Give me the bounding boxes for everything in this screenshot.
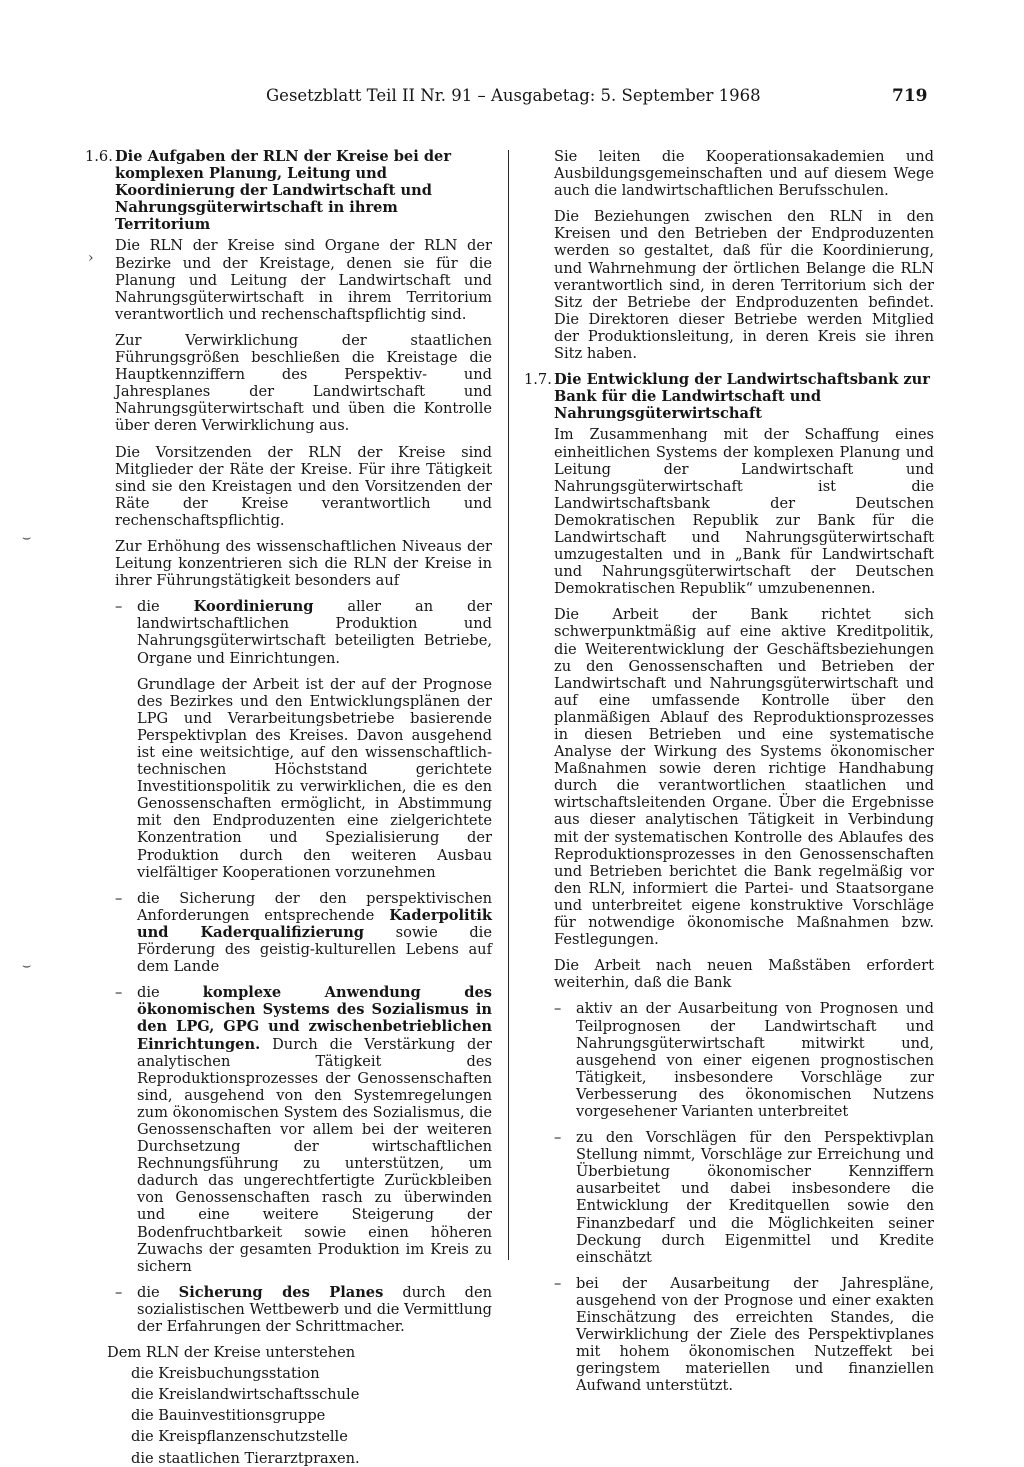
section-title: Die Entwicklung der Landwirtschaftsbank zur Bank für die Landwirtschaft und Nahrungsgüterwirtschaft bbox=[554, 371, 930, 423]
section-heading bbox=[524, 371, 934, 422]
column-divider bbox=[508, 150, 509, 1260]
bullet-subparagraph: Grundlage der Arbeit ist der auf der Prognose des Bezirkes und den Entwicklungsplänen der LPG und Verarbeitungsbetriebe basierende Perspektivplan des Kreises. Davon ausgehend ist eine weitsichtige, auf den wissenschaftlich-technischen Höchststand gerichtete Investitionspolitik zu verwirklichen, die es den Genossenschaften ermöglicht, in Abstimmung mit den Endproduzenten eine zielgerichtete Konzentration und Spezialisierung der Produktion durch den weiteren Ausbau vielfältiger Kooperationen vorzunehmen bbox=[137, 675, 492, 881]
bullet-text: zu den Vorschlägen für den Perspektivplan Stellung nimmt, Vorschläge zur Erreichung und Überbietung ökonomischer Kennziffern ausarbeitet und dabei insbesondere die Entwicklung der Kreditquellen sowie den Finanzbedarf und die Möglichkeiten seiner Deckung durch Eigenmittel und Kredite einschätzt bbox=[576, 1129, 934, 1266]
bullet-item bbox=[85, 1284, 492, 1335]
right-column bbox=[524, 148, 934, 1394]
bold-phrase: komplexe Anwendung des ökonomischen Systems des Sozialismus in den LPG, GPG und zwischenbetrieblichen Einrichtungen. bbox=[137, 984, 492, 1053]
section-heading bbox=[85, 148, 492, 233]
margin-mark: › bbox=[88, 250, 94, 266]
bullet-item bbox=[85, 890, 492, 975]
paragraph: Die Beziehungen zwischen den RLN in den Kreisen und den Betrieben der Endproduzenten werden so gestaltet, daß für die Koordinierung, und Wahrnehmung der örtlichen Belange die RLN verantwortlich sind, in deren Territorium sich der Sitz der Betriebe der Endproduzenten befindet. Die Direktoren dieser Betriebe werden Mitglied der Produktionsleitung, in deren Kreis sie ihren Sitz haben. bbox=[554, 208, 934, 363]
page-number: 719 bbox=[892, 86, 928, 106]
bullet-item bbox=[524, 1129, 934, 1266]
page-header-title: Gesetzblatt Teil II Nr. 91 – Ausgabetag: 5. September 1968 bbox=[266, 86, 761, 105]
dash-marker: – bbox=[115, 598, 123, 616]
bullet-text: aktiv an der Ausarbeitung von Prognosen und Teilprognosen der Landwirtschaft und Nahrungsgüterwirtschaft mitwirkt und, ausgehend von einer eigenen prognostischen Tätigkeit, insbesondere Vorschläge zur Verbesserung des ökonomischen Nutzens vorgesehener Varianten unterbreitet bbox=[576, 1000, 934, 1120]
margin-mark: ⌣ bbox=[22, 958, 32, 974]
bold-phrase: Sicherung des Planes bbox=[178, 1283, 384, 1301]
left-column bbox=[85, 148, 492, 1467]
list-item: die Kreisbuchungsstation bbox=[131, 1365, 320, 1383]
dash-marker: – bbox=[554, 1000, 562, 1018]
bold-phrase: Koordinierung bbox=[193, 598, 314, 616]
bullet-item bbox=[85, 984, 492, 1275]
section-number: 1.6. bbox=[85, 148, 113, 165]
paragraph: Die Arbeit nach neuen Maßstäben erfordert weiterhin, daß die Bank bbox=[554, 957, 934, 992]
list-item: die Bauinvestitionsgruppe bbox=[131, 1407, 326, 1425]
bullet-text: die Koordinierung aller an der landwirtschaftlichen Produktion und Nahrungsgüterwirtschaft beteiligten Betriebe, Organe und Einrichtungen. bbox=[137, 598, 492, 667]
dash-marker: – bbox=[554, 1129, 562, 1147]
paragraph: Die Vorsitzenden der RLN der Kreise sind Mitglieder der Räte der Kreise. Für ihre Tätigkeit sind sie den Kreistagen und den Vorsitzenden der Räte der Kreise verantwortlich und rechenschaftspflichtig. bbox=[115, 443, 492, 529]
bold-phrase: Kaderpolitik und Kaderqualifizierung bbox=[137, 906, 492, 941]
list-lead: Dem RLN der Kreise unterstehen bbox=[107, 1344, 356, 1362]
paragraph: Im Zusammenhang mit der Schaffung eines einheitlichen Systems der komplexen Planung und Leitung der Landwirtschaft und Nahrungsgüterwirtschaft ist die Landwirtschaftsbank der Deutschen Demokratischen Republik zur Bank für die Landwirtschaft und Nahrungsgüterwirtschaft umzugestalten und in „Bank für Landwirtschaft und Nahrungsgüterwirtschaft der Deutschen Demokratischen Republik“ umzubenennen. bbox=[554, 426, 934, 598]
paragraph: Sie leiten die Kooperationsakademien und Ausbildungsgemeinschaften und auf diesem Wege auch die landwirtschaftlichen Berufsschulen. bbox=[554, 148, 934, 200]
list-item: die staatlichen Tierarztpraxen. bbox=[131, 1449, 360, 1467]
bullet-item bbox=[524, 1275, 934, 1395]
bullet-text: die komplexe Anwendung des ökonomischen Systems des Sozialismus in den LPG, GPG und zwischenbetrieblichen Einrichtungen. Durch die Verstärkung der analytischen Tätigkeit des Reproduktionsprozesses der Genossenschaften sind, ausgehend von den Systemregelungen zum ökonomischen System des Sozialismus, die Genossenschaften vor allem bei der weiteren Durchsetzung der wirtschaftlichen Rechnungsführung zu unterstützen, um dadurch das ungerechtfertigte Zurückbleiben von Genossenschaften rasch zu überwinden und eine weitere Steigerung der Bodenfruchtbarkeit sowie einen höheren Zuwachs der gesamten Produktion im Kreis zu sichern bbox=[137, 984, 492, 1275]
bullet-text: die Sicherung der den perspektivischen Anforderungen entsprechende Kaderpolitik und Kaderqualifizierung sowie die Förderung des geistig-kulturellen Lebens auf dem Lande bbox=[137, 889, 492, 976]
dash-marker: – bbox=[554, 1274, 562, 1292]
paragraph: Die RLN der Kreise sind Organe der RLN der Bezirke und der Kreistage, denen sie für die Planung und Leitung der Landwirtschaft und Nahrungsgüterwirtschaft in ihrem Territorium verantwortlich und rechenschaftspflichtig sind. bbox=[115, 237, 492, 323]
paragraph: Zur Erhöhung des wissenschaftlichen Niveaus der Leitung konzentrieren sich die RLN der Kreise in ihrer Führungstätigkeit besonders auf bbox=[115, 537, 492, 590]
section-number: 1.7. bbox=[524, 371, 552, 389]
list-item: die Kreispflanzenschutzstelle bbox=[131, 1428, 348, 1446]
bullet-item bbox=[85, 598, 492, 666]
list-item: die Kreislandwirtschaftsschule bbox=[131, 1386, 360, 1404]
dash-marker: – bbox=[115, 1283, 123, 1301]
bullet-item bbox=[524, 1000, 934, 1120]
dash-marker: – bbox=[115, 889, 123, 907]
dash-marker: – bbox=[115, 984, 123, 1002]
paragraph: Die Arbeit der Bank richtet sich schwerpunktmäßig auf eine aktive Kreditpolitik, die Weiterentwicklung der Geschäftsbeziehungen zu den Genossenschaften und Betrieben der Landwirtschaft und Nahrungsgüterwirtschaft und auf eine umfassende Kontrolle über den planmäßigen Ablauf des Reproduktionsprozesses in diesen Betrieben und eine systematische Analyse der Wirkung des Systems ökonomischer Maßnahmen sowie deren richtige Handhabung durch die verantwortlichen staatlichen und wirtschaftsleitenden Organe. Über die Ergebnisse aus dieser analytischen Tätigkeit in Verbindung mit der systematischen Kontrolle des Ablaufes des Reproduktionsprozesses in den Genossenschaften und Betrieben berichtet die Bank regelmäßig vor den RLN, informiert die Partei- und Staatsorgane und unterbreitet eigene konstruktive Vorschläge für notwendige ökonomische Maßnahmen bzw. Festlegungen. bbox=[554, 606, 934, 949]
paragraph: Zur Verwirklichung der staatlichen Führungsgrößen beschließen die Kreistage die Hauptkennziffern des Perspektiv- und Jahresplanes der Landwirtschaft und Nahrungsgüterwirtschaft und üben die Kontrolle über deren Verwirklichung aus. bbox=[115, 331, 492, 435]
section-title: Die Aufgaben der RLN der Kreise bei der komplexen Planung, Leitung und Koordinierung der Landwirtschaft und Nahrungsgüterwirtschaft in ihrem Territorium bbox=[115, 148, 452, 234]
bullet-text: bei der Ausarbeitung der Jahrespläne, ausgehend von der Prognose und einer exakten Einschätzung des erreichten Standes, die Verwirklichung der Ziele des Perspektivplanes mit hohem ökonomischen Nutzeffekt bei geringstem materiellen und finanziellen Aufwand unterstützt. bbox=[576, 1274, 934, 1395]
margin-mark: ⌣ bbox=[22, 530, 32, 546]
bullet-text: die Sicherung des Planes durch den sozialistischen Wettbewerb und die Vermittlung der Erfahrungen der Schrittmacher. bbox=[137, 1283, 492, 1335]
